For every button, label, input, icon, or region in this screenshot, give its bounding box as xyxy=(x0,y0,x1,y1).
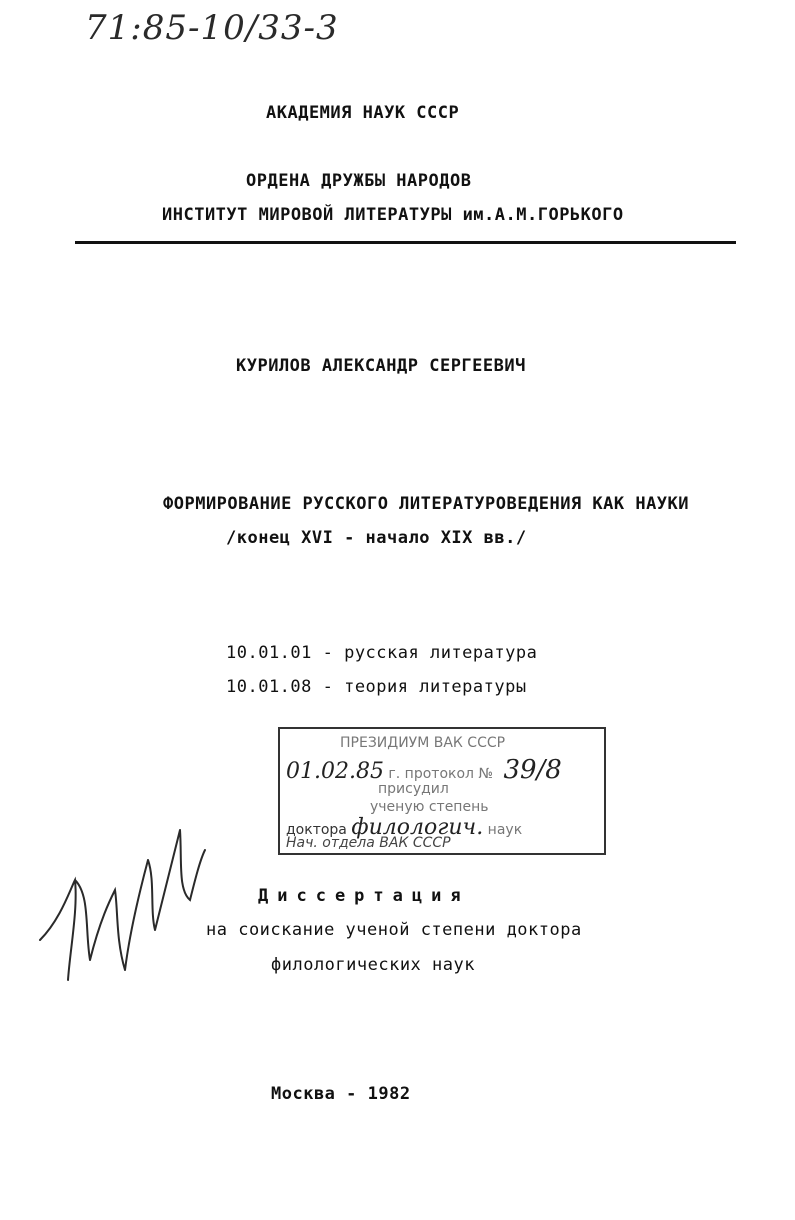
dissertation-title: ФОРМИРОВАНИЕ РУССКОГО ЛИТЕРАТУРОВЕДЕНИЯ КАК НАУКИ xyxy=(163,494,690,514)
stamp-presidium: ПРЕЗИДИУМ ВАК СССР xyxy=(340,735,506,751)
stamp-protocol-label: г. протокол № xyxy=(388,766,493,782)
archive-mark: 71:85-10/33-3 xyxy=(85,8,339,48)
stamp-doctor-label: доктора xyxy=(286,822,347,838)
stamp-degree-label: ученую степень xyxy=(370,799,489,815)
order-heading: ОРДЕНА ДРУЖБЫ НАРОДОВ xyxy=(246,171,472,191)
specialty-code: 10.01.08 - теория литературы xyxy=(226,677,527,697)
degree-field: филологических наук xyxy=(271,955,475,975)
header-divider xyxy=(75,241,736,244)
vak-approval-stamp xyxy=(278,727,606,855)
dissertation-label: Диссертация xyxy=(258,886,470,906)
city-year: Москва - 1982 xyxy=(271,1084,411,1104)
handwritten-signature xyxy=(30,820,210,1000)
degree-purpose: на соискание ученой степени доктора xyxy=(206,920,582,940)
institute-heading: ИНСТИТУТ МИРОВОЙ ЛИТЕРАТУРЫ им.А.М.ГОРЬКОГО xyxy=(162,205,624,225)
specialty-code: 10.01.01 - русская литература xyxy=(226,643,538,663)
author-name: КУРИЛОВ АЛЕКСАНДР СЕРГЕЕВИЧ xyxy=(236,356,526,376)
stamp-date: 01.02.85 xyxy=(286,759,384,784)
stamp-awarded: присудил xyxy=(378,781,449,797)
dissertation-period: /конец XVI - начало XIX вв./ xyxy=(226,528,527,548)
stamp-protocol-number: 39/8 xyxy=(503,755,562,785)
stamp-head-of-department: Нач. отдела ВАК СССР xyxy=(286,835,451,851)
stamp-sciences-label: наук xyxy=(487,822,523,838)
academy-heading: АКАДЕМИЯ НАУК СССР xyxy=(266,103,460,123)
stamp-field: филологич. xyxy=(351,815,484,840)
